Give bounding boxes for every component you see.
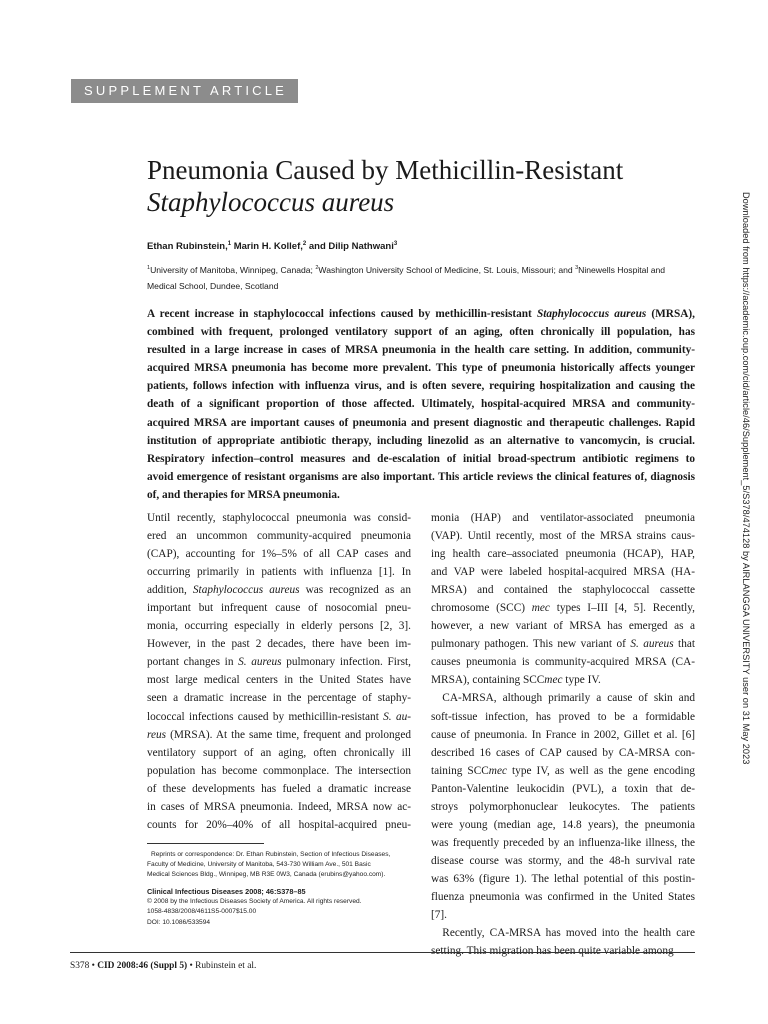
body-line <box>431 870 695 888</box>
footer-separator: • <box>187 961 196 971</box>
footnote-line: Medical Sciences Bldg., Winnipeg, MB R3E 0W3, Canada (erubins@yahoo.com). <box>147 871 386 879</box>
text-run: were young (median age, 14.8 years), the pneumonia <box>431 818 695 831</box>
text-run: was 63% (figure 1). The lethal potential of this postin- <box>431 872 695 885</box>
text-run: however, a new variant of MRSA has emerged as a <box>431 620 695 633</box>
text-run: setting. This migration has been quite variable among <box>431 945 674 958</box>
body-line <box>431 527 695 545</box>
body-line <box>431 744 695 762</box>
body-line <box>147 509 411 527</box>
text-run: cause of pneumonia. In France in 2002, Gillet et al. [6] <box>431 728 695 741</box>
text-run: (VAP). Until recently, most of the MRSA strains caus- <box>431 530 695 543</box>
abstract-line <box>147 323 695 341</box>
abstract-line <box>147 395 695 413</box>
body-line <box>431 635 695 653</box>
body-line <box>431 924 695 942</box>
download-watermark: Downloaded from https://academic.oup.com/cid/article/46/Supplement_5/S378/474128 by AIRLANGGA UNIVERSITY user on 31 May 2023 <box>741 192 751 765</box>
body-line <box>431 726 695 744</box>
text-run: (CAP), accounting for 1%–5% of all CAP cases and <box>147 548 411 561</box>
body-line <box>147 780 411 798</box>
italic-term: S. aureus <box>238 656 282 669</box>
body-line <box>431 599 695 617</box>
affil-mark: 3 <box>575 265 579 271</box>
body-column-left <box>147 509 411 834</box>
body-line <box>431 509 695 527</box>
text-run: monia (HAP) and ventilator-associated pneumonia <box>431 512 695 524</box>
running-footer <box>70 961 256 971</box>
affil-mark: 2 <box>315 265 319 271</box>
article-title <box>147 154 707 218</box>
text-run: pulmonary pathogen. This new variant of <box>431 638 631 651</box>
title-line-species: Staphylococcus aureus <box>147 187 395 217</box>
body-line <box>147 599 411 617</box>
text-run: important but infrequent cause of nosocomial pneu- <box>147 602 411 615</box>
text-run: MRSA) and contained the staphylococcal cassette <box>431 584 695 597</box>
author-name: and Dilip Nathwani <box>306 241 394 253</box>
body-line <box>147 635 411 653</box>
body-line <box>431 906 695 924</box>
text-run: that <box>673 638 695 651</box>
body-line <box>147 744 411 762</box>
body-line <box>147 762 411 780</box>
abstract <box>147 305 695 504</box>
affil-mark: 1 <box>147 265 151 271</box>
italic-term: S. aureus <box>630 638 674 651</box>
text-run: [7]. <box>431 909 447 922</box>
italic-term: mec <box>488 764 507 777</box>
text-run: combined with frequent, prolonged ventilatory support of an aging, often chronically ill population, has <box>147 326 695 339</box>
doi-line: DOI: 10.1086/533594 <box>147 918 211 926</box>
text-run: of, and therapies for MRSA pneumonia. <box>147 488 340 501</box>
text-run: portant changes in <box>147 656 239 669</box>
body-line <box>431 816 695 834</box>
body-line <box>147 816 411 834</box>
footnote-line: Reprints or correspondence: Dr. Ethan Rubinstein, Section of Infectious Diseases, <box>151 851 391 858</box>
author-affil-mark: 3 <box>393 241 398 247</box>
page-number: S378 <box>70 961 90 971</box>
body-line <box>431 798 695 816</box>
footnote-line: Faculty of Medicine, University of Manitoba, 543-730 William Ave., 501 Basic <box>147 861 371 869</box>
body-line <box>431 689 695 707</box>
abstract-line <box>147 377 695 395</box>
text-run: was frequently preceded by an influenza-like illness, the <box>431 836 695 849</box>
journal-citation: Clinical Infectious Diseases 2008; 46:S378–85 <box>147 886 306 896</box>
text-run: ventilatory support of an aging, often chronically ill <box>147 746 411 759</box>
correspondence-footnote <box>147 850 411 928</box>
body-line <box>431 834 695 852</box>
text-run: occurring primarily in patients with influenza [1]. In <box>147 566 411 579</box>
text-run: in cases of MRSA pneumonia. Indeed, MRSA now ac- <box>147 800 411 813</box>
text-run: fluenza pneumonia was confirmed in the United States <box>431 890 695 903</box>
section-banner: SUPPLEMENT ARTICLE <box>71 79 298 103</box>
text-run: population has become commonplace. The intersection <box>147 764 411 777</box>
text-run: counts for 20%–40% of all hospital-acquired pneu- <box>147 818 411 831</box>
text-run: addition, <box>147 584 193 597</box>
abstract-line <box>147 359 695 377</box>
text-run: type IV. <box>562 674 601 687</box>
text-run: MRSA), containing SCC <box>431 674 545 687</box>
text-run: (MRSA), <box>646 308 695 320</box>
issn-line: 1058-4838/2008/4611S5-0007$15.00 <box>147 908 257 916</box>
text-run: of these developments has fueled a dramatic increase <box>147 782 411 795</box>
body-line <box>147 581 411 599</box>
text-run: avoid emergence of resistant organisms are also important. This article reviews the clinical features of, diagnosis <box>147 470 695 483</box>
text-run: taining SCC <box>431 764 489 777</box>
italic-term: S. au- <box>383 710 411 723</box>
abstract-line <box>147 341 695 359</box>
text-run: types I–III [4, 5]. Recently, <box>549 602 695 615</box>
text-run: seen a dramatic increase in the percentage of staphy- <box>147 692 411 705</box>
text-run: monia, occurring especially in elderly persons [2, 3]. <box>147 620 411 633</box>
text-run: lococcal infections caused by methicillin-resistant <box>147 710 384 723</box>
abstract-line <box>147 305 695 323</box>
text-run: CA-MRSA, although primarily a cause of skin and <box>431 692 695 705</box>
body-line <box>431 671 695 689</box>
text-run: and VAP were labeled hospital-acquired MRSA (HA- <box>431 566 695 579</box>
affiliation-text: Medical School, Dundee, Scotland <box>147 280 279 291</box>
footer-authors: Rubinstein et al. <box>195 961 257 971</box>
body-line <box>431 888 695 906</box>
text-run: resulted in a large increase in cases of MRSA pneumonia in the health care setting. In addition, community- <box>147 344 695 357</box>
text-run: acquired MRSA pneumonia has become more prevalent. This type of pneumonia historically affects younger <box>147 362 695 375</box>
body-line <box>147 653 411 671</box>
text-run: ing health care–associated pneumonia (HCAP), HAP, <box>431 548 695 561</box>
author-list <box>147 241 397 252</box>
abstract-line <box>147 486 695 504</box>
text-run: stroys polymorphonuclear leukocytes. The patients <box>431 800 695 813</box>
abstract-line <box>147 414 695 432</box>
body-line <box>147 689 411 707</box>
title-line: Pneumonia Caused by Methicillin-Resistant <box>147 155 624 185</box>
body-column-right <box>431 509 695 960</box>
author-affil-mark: 2 <box>302 241 307 247</box>
text-run: most large medical centers in the United States have <box>147 674 411 687</box>
text-run: Panton-Valentine leukocidin (PVL), a toxin that de- <box>431 782 695 795</box>
body-line <box>147 798 411 816</box>
body-line <box>147 545 411 563</box>
footnote-divider <box>147 843 264 844</box>
body-line <box>147 726 411 744</box>
text-run: soft-tissue infection, has proved to be a formidable <box>431 710 695 723</box>
copyright-line: © 2008 by the Infectious Diseases Society of America. All rights reserved. <box>147 898 362 906</box>
affiliation-text: Washington University School of Medicine, St. Louis, Missouri; and <box>318 264 576 275</box>
italic-term: mec <box>544 674 563 687</box>
body-line <box>431 708 695 726</box>
affiliations <box>147 260 695 294</box>
body-line <box>431 617 695 635</box>
body-line <box>431 762 695 780</box>
text-run: type IV, as well as the gene encoding <box>506 764 695 777</box>
text-run: Recently, CA-MRSA has moved into the health care <box>431 927 695 940</box>
italic-term: reus <box>147 728 167 741</box>
italic-term: Staphylococcus aureus <box>536 308 647 320</box>
body-line <box>431 581 695 599</box>
body-line <box>431 563 695 581</box>
text-run: chromosome (SCC) <box>431 602 532 615</box>
body-line <box>147 708 411 726</box>
body-line <box>431 852 695 870</box>
italic-term: mec <box>531 602 550 615</box>
author-name: Marin H. Kollef, <box>231 241 303 253</box>
affiliation-text: University of Manitoba, Winnipeg, Canada; <box>150 264 316 275</box>
body-line <box>147 671 411 689</box>
text-run: pulmonary infection. First, <box>281 656 411 669</box>
body-line <box>147 527 411 545</box>
journal-issue: CID 2008:46 (Suppl 5) <box>97 961 188 971</box>
text-run: was recognized as an <box>299 584 411 597</box>
body-line <box>431 780 695 798</box>
body-line <box>147 563 411 581</box>
text-run: (MRSA). At the same time, frequent and prolonged <box>166 728 411 741</box>
footer-separator: • <box>89 961 98 971</box>
text-run: death of a significant proportion of those affected. Ultimately, hospital-acquired MRSA and community- <box>147 398 695 411</box>
text-run: However, in the past 2 decades, there have been im- <box>147 638 411 651</box>
author-name: Ethan Rubinstein, <box>147 241 228 253</box>
body-line <box>431 653 695 671</box>
text-run: ered an uncommon community-acquired pneumonia <box>147 530 411 543</box>
abstract-line <box>147 450 695 468</box>
abstract-line <box>147 468 695 486</box>
author-affil-mark: 1 <box>227 241 232 247</box>
text-run: Until recently, staphylococcal pneumonia was consid- <box>147 512 411 524</box>
text-run: A recent increase in staphylococcal infections caused by methicillin-resistant <box>147 308 537 320</box>
abstract-line <box>147 432 695 450</box>
italic-term: Staphylococcus aureus <box>192 584 300 597</box>
footer-divider <box>70 952 695 953</box>
text-run: acquired MRSA are important causes of pneumonia and present diagnostic and therapeutic challenges. Rapid <box>147 416 695 429</box>
text-run: causes pneumonia is community-acquired MRSA (CA- <box>431 656 695 669</box>
body-line <box>431 545 695 563</box>
text-run: patients, follows infection with influenza virus, and is often severe, requiring hospitalization and causing the <box>147 380 695 393</box>
text-run: Respiratory infection–control measures and de-escalation of initial broad-spectrum antibiotic regimens to <box>147 452 695 465</box>
text-run: institution of appropriate antibiotic therapy, including linezolid as an alternative to vancomycin, is crucial. <box>147 434 695 447</box>
body-line <box>147 617 411 635</box>
text-run: disease course was stormy, and the 48-h survival rate <box>431 854 695 867</box>
text-run: described 16 cases of CAP caused by CA-MRSA con- <box>431 746 695 759</box>
affiliation-text: Ninewells Hospital and <box>578 264 666 275</box>
